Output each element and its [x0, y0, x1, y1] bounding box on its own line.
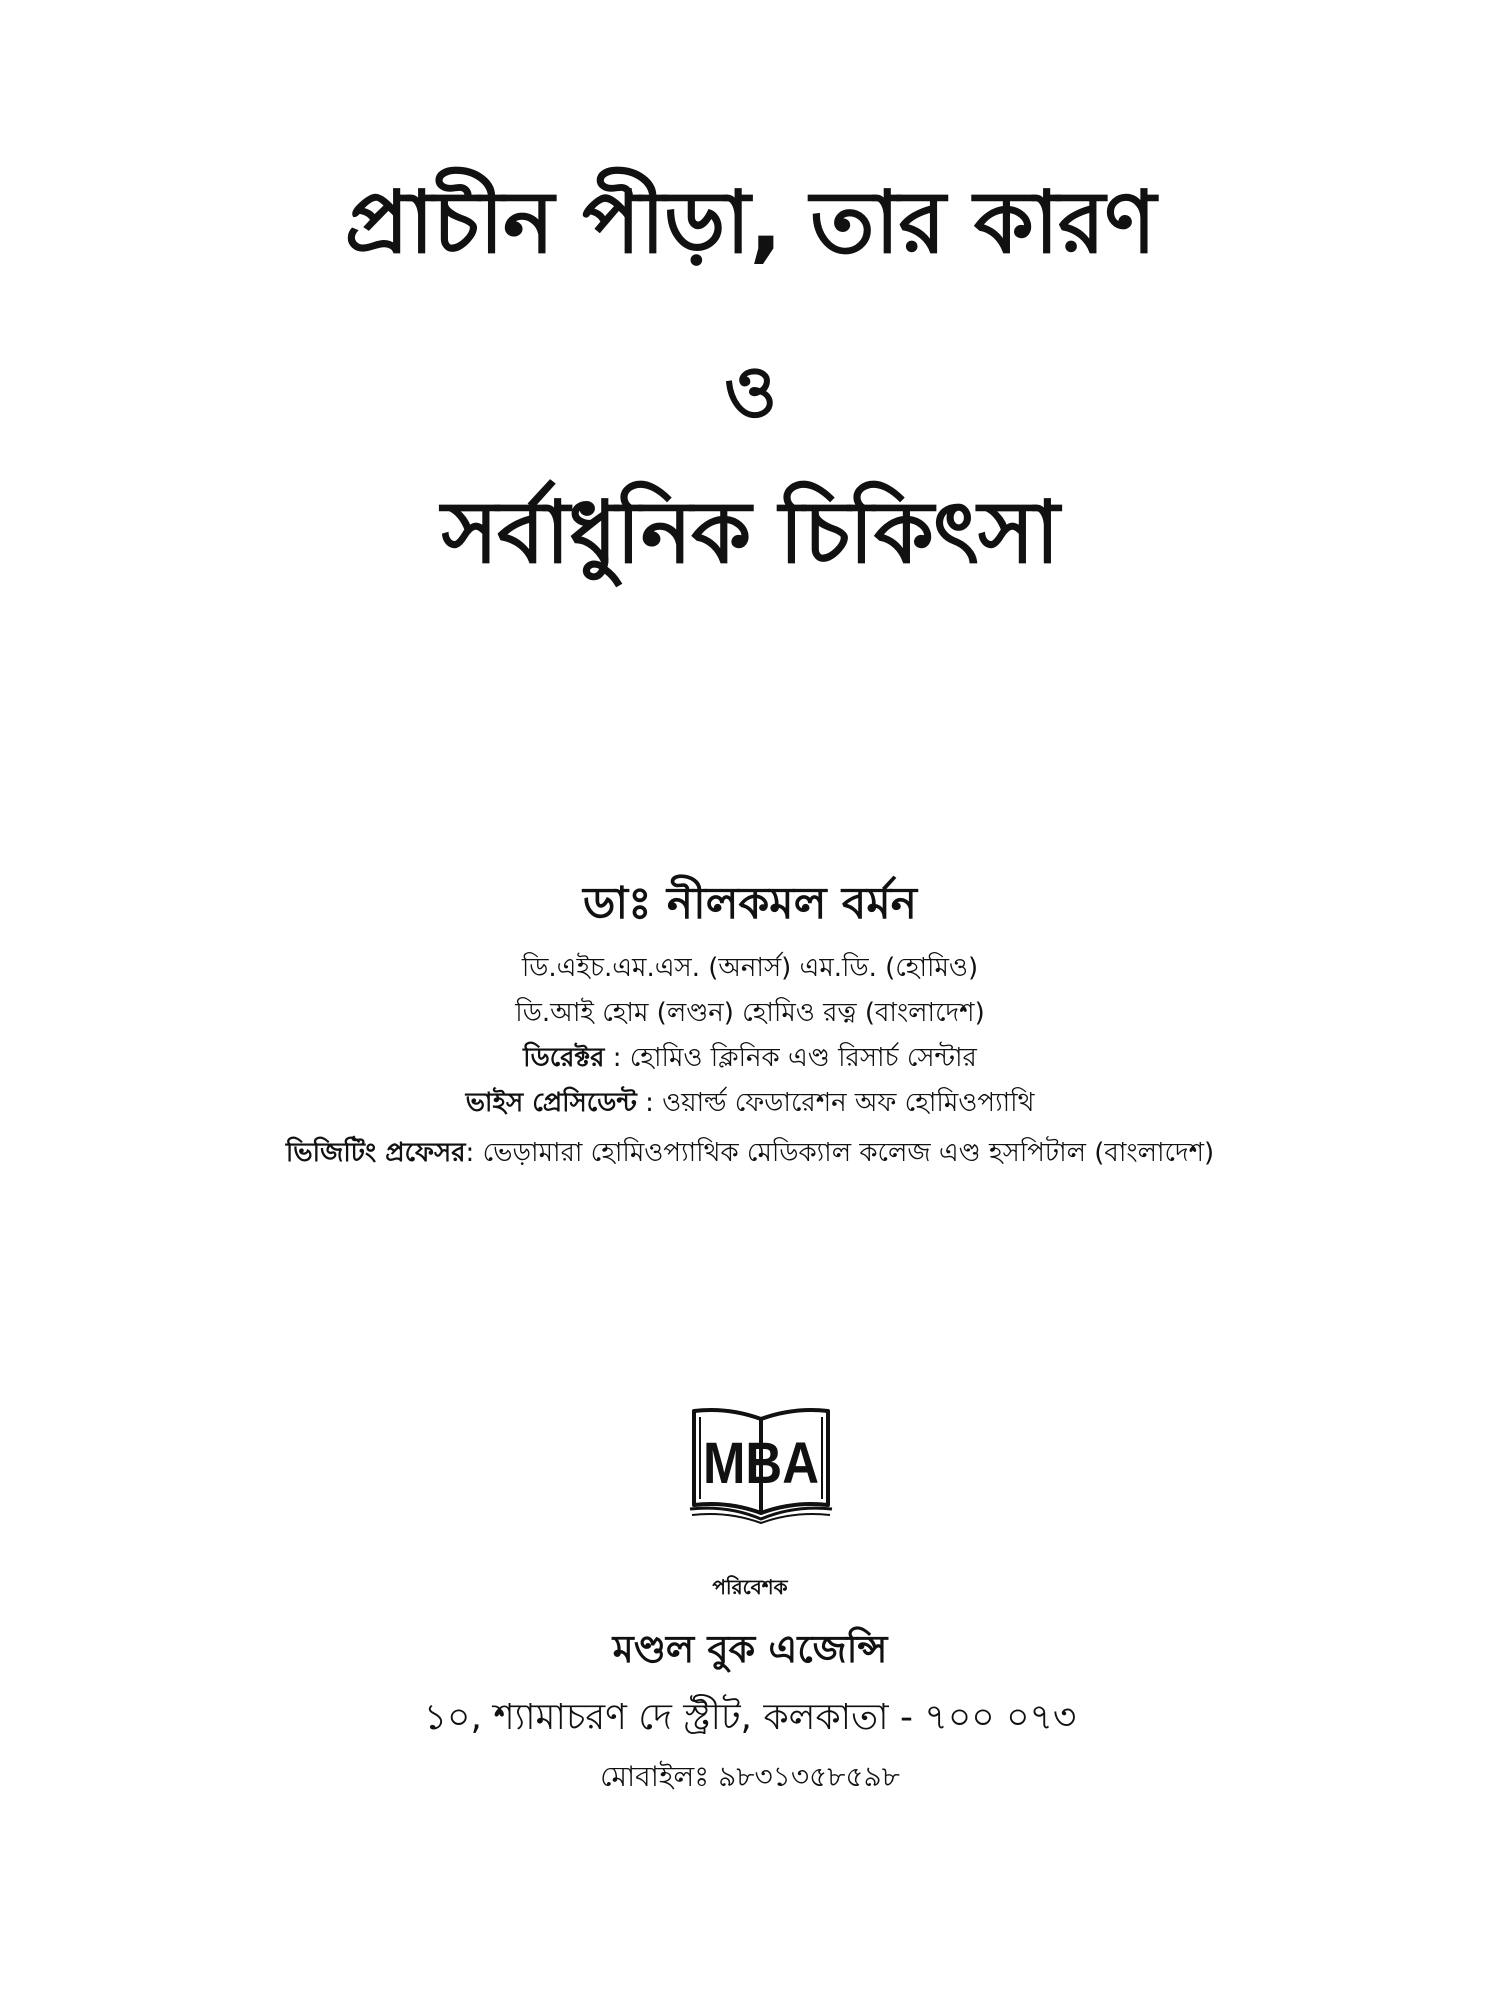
mba-open-book-logo [688, 1405, 834, 1525]
author-credential-visiting-professor [0, 1140, 1500, 1166]
author-credential-1 [0, 955, 1500, 981]
publisher-mobile: মোবাইলঃ ৯৮৩১৩৫৮৫৯৮ [600, 1760, 900, 1793]
book-title-line-2: সর্বাধুনিক চিকিৎসা [441, 483, 1059, 583]
credential-text: : ওয়ার্ল্ড ফেডারেশন অফ হোমিওপ্যাথি [636, 1088, 1035, 1118]
publisher-name: মণ্ডল বুক এজেন্সি [612, 1627, 888, 1671]
credential-text: ডি.এইচ.এম.এস. (অনার্স) এম.ডি. (হোমিও) [521, 953, 979, 983]
book-title-line-1: প্রাচীন পীড়া, তার কারণ [344, 173, 1156, 273]
credential-text: : হোমিও ক্লিনিক এণ্ড রিসার্চ সেন্টার [604, 1043, 977, 1073]
credential-label: ভাইস প্রেসিডেন্ট [465, 1088, 637, 1118]
logo-text: MBA [703, 1431, 819, 1496]
publisher-address: ১০, শ্যামাচরণ দে স্ট্রীট, কলকাতা - ৭০০ ০৭৩ [423, 1697, 1077, 1738]
author-credential-director [0, 1045, 1500, 1071]
author-credential-2 [0, 1000, 1500, 1026]
author-name: ডাঃ নীলকমল বর্মন [582, 878, 918, 929]
credential-label: ডিরেক্টর [523, 1043, 605, 1073]
book-title-conjunction: ও [724, 349, 776, 433]
author-credential-vice-president [0, 1090, 1500, 1116]
distributor-label: পরিবেশক [712, 1575, 788, 1599]
credential-label: ভিজিটিং প্রফেসর [285, 1138, 466, 1168]
credential-text: ডি.আই হোম (লণ্ডন) হোমিও রত্ন (বাংলাদেশ) [515, 998, 985, 1028]
credential-text: : ভেড়ামারা হোমিওপ্যাথিক মেডিক্যাল কলেজ এণ্ড হসপিটাল (বাংলাদেশ) [465, 1138, 1215, 1168]
